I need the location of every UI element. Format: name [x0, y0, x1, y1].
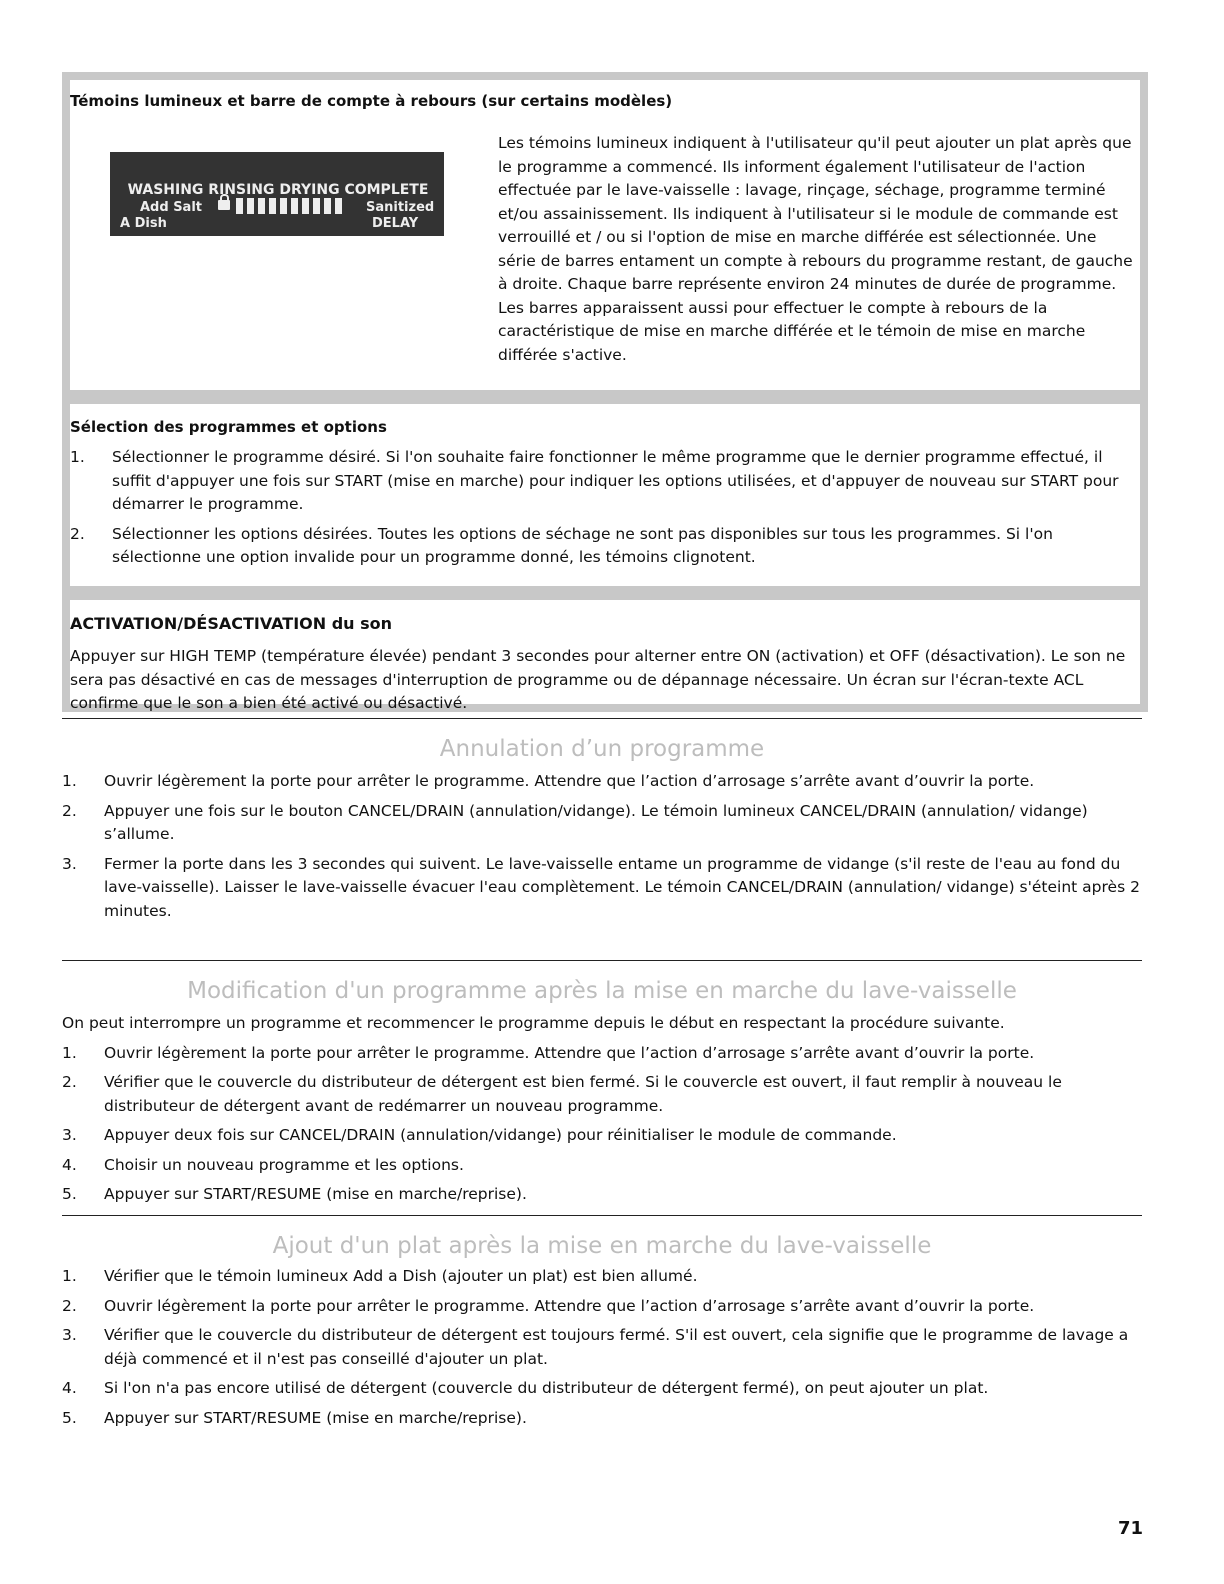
list-item	[62, 1324, 1142, 1371]
item-number: 3.	[62, 854, 77, 873]
item-number: 1.	[62, 1043, 77, 1062]
list-item	[62, 1377, 1142, 1401]
item-text: Vérifier que le témoin lumineux Add a Dish (ajouter un plat) est bien allumé.	[104, 1267, 698, 1285]
item-text: Appuyer sur START/RESUME (mise en marche/reprise).	[104, 1185, 527, 1203]
item-number: 2.	[62, 801, 77, 820]
countdown-bars	[236, 198, 342, 214]
item-number: 2.	[70, 524, 85, 543]
item-text: Appuyer deux fois sur CANCEL/DRAIN (annulation/vidange) pour réinitialiser le module de commande.	[104, 1126, 897, 1144]
list-item	[62, 1124, 1142, 1148]
section-heading: Ajout d'un plat après la mise en marche du lave-vaisselle	[272, 1233, 932, 1259]
countdown-bar	[302, 198, 309, 214]
list-item	[62, 1265, 1142, 1289]
section-modify	[62, 1012, 1142, 1213]
list-item	[70, 446, 1140, 517]
item-text: Ouvrir légèrement la porte pour arrêter le programme. Attendre que l’action d’arrosage s’arrête avant d’ouvrir la porte.	[104, 772, 1035, 790]
countdown-bar	[236, 198, 243, 214]
list	[62, 1042, 1142, 1207]
box-text: Les témoins lumineux indiquent à l'utilisateur qu'il peut ajouter un plat après que le programme a commencé. Ils informent également l'utilisateur de l'action effectuée par le lave-vaisselle : lavage, rinçage, séchage, programme terminé et/ou assainissement. Ils indiquent à l'utilisateur si le module de commande est verrouillé et / ou si l'option de mise en marche différée est sélectionnée. Une série de barres entament un compte à rebours du programme restant, de gauche à droite. Chaque barre représente environ 24 minutes de durée de programme. Les barres apparaissent aussi pour effectuer le compte à rebours de la caractéristique de mise en marche différée et le témoin de mise en marche différée s'active.	[498, 134, 1133, 364]
lcd-status-row: WASHING RINSING DRYING COMPLETE	[127, 182, 429, 198]
item-text: Choisir un nouveau programme et les options.	[104, 1155, 464, 1174]
item-number: 2.	[62, 1073, 77, 1091]
item-text: Sélectionner les options désirées. Toutes les options de séchage ne sont pas disponibles sur tous les programmes. Si l'on sélectionne une option invalide pour un programme donné, les témoins clignotent.	[112, 524, 1053, 566]
countdown-bar	[335, 198, 342, 214]
item-number: 4.	[62, 1155, 77, 1174]
section-intro: On peut interrompre un programme et recommencer le programme depuis le début en respectant la procédure suivante.	[62, 1014, 1005, 1032]
section-heading: Annulation d’un programme	[439, 736, 765, 762]
divider	[62, 718, 1142, 719]
item-text: Si l'on n'a pas encore utilisé de détergent (couvercle du distributeur de détergent fermé), on peut ajouter un plat.	[104, 1379, 989, 1397]
list-item	[62, 1071, 1142, 1118]
item-text: Fermer la porte dans les 3 secondes qui suivent. Le lave-vaisselle entame un programme de vidange (s'il reste de l'eau au fond du lave-vaisselle). Laisser le lave-vaisselle évacuer l'eau complètement. Le témoin CANCEL/DRAIN (annulation/ vidange) s'éteint après 2 minutes.	[104, 854, 1140, 920]
countdown-bar	[324, 198, 331, 214]
item-number: 1.	[62, 772, 77, 790]
list	[62, 770, 1142, 923]
countdown-bar	[258, 198, 265, 214]
box-title: Sélection des programmes et options	[70, 418, 387, 436]
list-item	[62, 1295, 1142, 1319]
item-text: Ouvrir légèrement la porte pour arrêter le programme. Attendre que l’action d’arrosage s’arrête avant d’ouvrir la porte.	[104, 1296, 1035, 1315]
list-item	[70, 523, 1140, 570]
item-text: Appuyer une fois sur le bouton CANCEL/DRAIN (annulation/vidange). Le témoin lumineux CANCEL/DRAIN (annulation/ vidange) s’allume.	[104, 801, 1088, 843]
countdown-bar	[247, 198, 254, 214]
lcd-delay: DELAY	[372, 216, 419, 231]
box2-list	[70, 446, 1140, 570]
countdown-bar	[291, 198, 298, 214]
item-number: 3.	[62, 1126, 77, 1144]
item-text: Sélectionner le programme désiré. Si l'on souhaite faire fonctionner le même programme que le dernier programme effectué, il suffit d'appuyer une fois sur START (mise en marche) pour indiquer les options utilisées, et d'appuyer de nouveau sur START pour démarrer le programme.	[112, 448, 1119, 513]
item-number: 4.	[62, 1379, 77, 1397]
countdown-bar	[280, 198, 287, 214]
section-cancel	[62, 770, 1142, 929]
list-item	[62, 800, 1142, 847]
control-panel-display-image	[110, 152, 444, 236]
item-number: 3.	[62, 1326, 77, 1344]
lcd-sanitized: Sanitized	[366, 200, 435, 215]
list	[62, 1265, 1142, 1430]
divider	[62, 960, 1142, 961]
box-text: Appuyer sur HIGH TEMP (température élevée) pendant 3 secondes pour alterner entre ON (activation) et OFF (désactivation). Le son ne sera pas désactivé en cas de messages d'interruption de programme ou de dépannage nécessaire. Un écran sur l'écran-texte ACL confirme que le son a bien été activé ou désactivé.	[70, 647, 1126, 712]
box-title: Témoins lumineux et barre de compte à rebours (sur certains modèles)	[70, 92, 673, 110]
lcd-add-salt: Add Salt	[140, 200, 203, 215]
list-item	[62, 770, 1142, 794]
divider	[62, 1215, 1142, 1216]
countdown-bar	[313, 198, 320, 214]
countdown-bar	[269, 198, 276, 214]
list-item	[62, 1042, 1142, 1066]
item-text: Vérifier que le couvercle du distributeur de détergent est bien fermé. Si le couvercle est ouvert, il faut remplir à nouveau le distributeur de détergent avant de redémarrer un nouveau programme.	[104, 1073, 1062, 1115]
item-number: 5.	[62, 1408, 77, 1427]
item-number: 1.	[62, 1267, 77, 1285]
list-item	[62, 1407, 1142, 1431]
item-text: Vérifier que le couvercle du distributeur de détergent est toujours fermé. S'il est ouvert, cela signifie que le programme de lavage a déjà commencé et il n'est pas conseillé d'ajouter un plat.	[104, 1326, 1129, 1368]
item-number: 2.	[62, 1296, 77, 1315]
lock-icon	[218, 200, 230, 210]
list-item	[62, 853, 1142, 924]
section-heading: Modification d'un programme après la mise en marche du lave-vaisselle	[187, 978, 1017, 1004]
item-text: Appuyer sur START/RESUME (mise en marche/reprise).	[104, 1408, 527, 1427]
program-selection-box	[62, 396, 1148, 594]
page-number: 71	[1118, 1518, 1144, 1539]
box-title: ACTIVATION/DÉSACTIVATION du son	[70, 614, 393, 633]
item-number: 5.	[62, 1185, 77, 1203]
lcd-a-dish: A Dish	[120, 216, 167, 231]
item-text: Ouvrir légèrement la porte pour arrêter le programme. Attendre que l’action d’arrosage s’arrête avant d’ouvrir la porte.	[104, 1043, 1035, 1062]
list-item	[62, 1183, 1142, 1207]
item-number: 1.	[70, 448, 85, 466]
list-item	[62, 1154, 1142, 1178]
sound-toggle-box	[62, 592, 1148, 712]
section-add-dish	[62, 1265, 1142, 1436]
